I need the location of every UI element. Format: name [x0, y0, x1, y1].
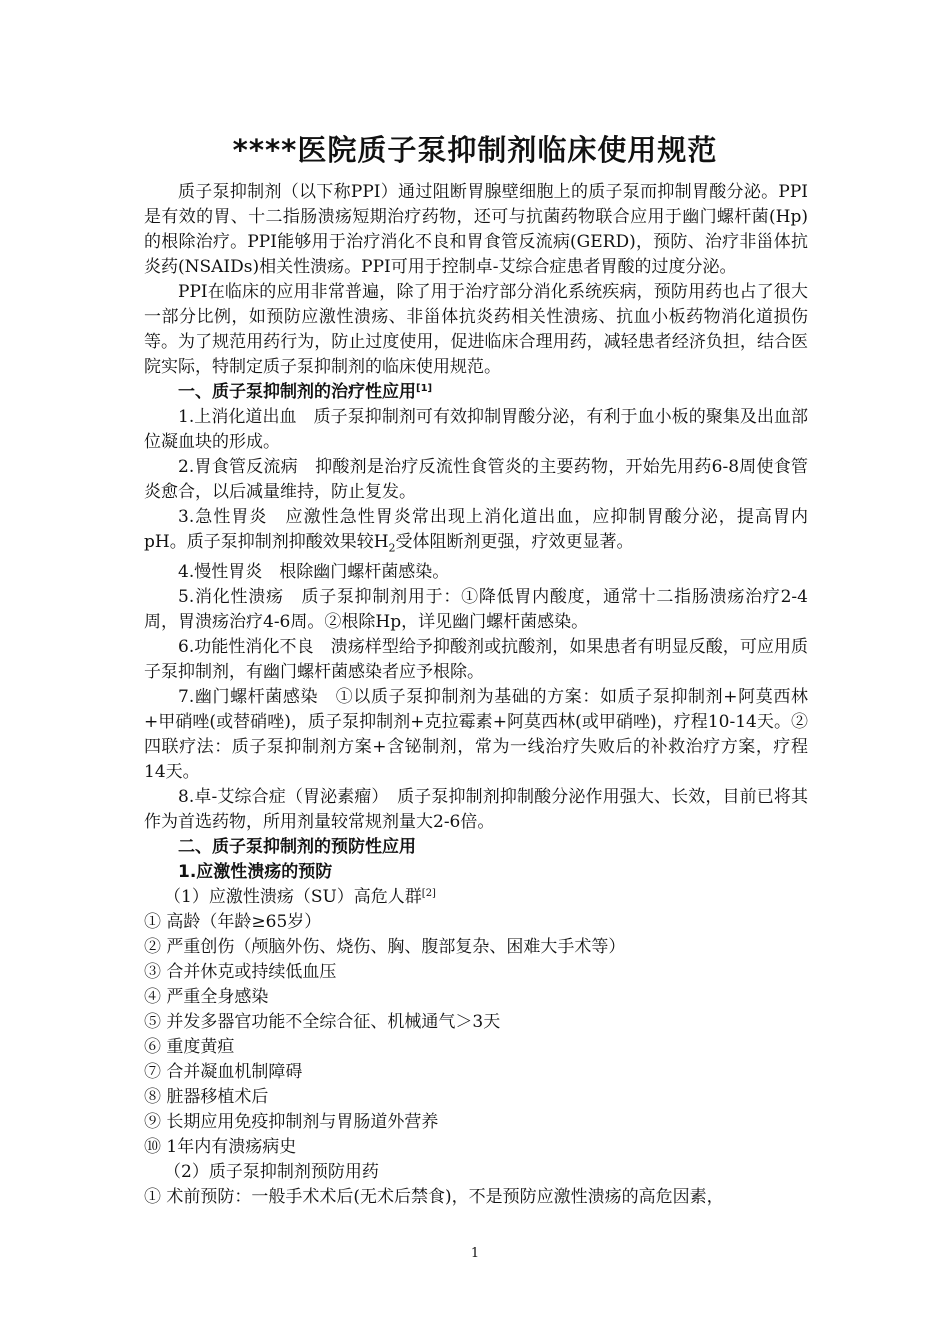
therapy-item-2: 2.胃食管反流病 抑酸剂是治疗反流性食管炎的主要药物，开始先用药6-8周使食管炎愈合，以后减量维持，防止复发。: [144, 457, 808, 502]
risk-group-heading: [144, 885, 808, 910]
section-1-reference: [1]: [416, 383, 433, 394]
section-1-heading: [144, 380, 808, 405]
intro-paragraph-1: 质子泵抑制剂（以下称PPI）通过阻断胃腺壁细胞上的质子泵而抑制胃酸分泌。PPI是有效的胃、十二指肠溃疡短期治疗药物，还可与抗菌药物联合应用于幽门螺杆菌(Hp)的根除治疗。PPI能够用于治疗消化不良和胃食管反流病(GERD)，预防、治疗非甾体抗炎药(NSAIDs)相关性溃疡。PPI可用于控制卓-艾综合症患者胃酸的过度分泌。: [144, 182, 808, 277]
risk-item: ⑨ 长期应用免疫抑制剂与胃肠道外营养: [144, 1112, 439, 1133]
prevention-item-1: ① 术前预防：一般手术术后(无术后禁食)，不是预防应激性溃疡的高危因素，: [144, 1187, 724, 1208]
risk-item: ⑩ 1年内有溃疡病史: [144, 1137, 297, 1158]
risk-group-reference: [2]: [421, 888, 436, 900]
prevention-heading: （2）质子泵抑制剂预防用药: [164, 1162, 379, 1183]
risk-item: ① 高龄（年龄≥65岁）: [144, 912, 322, 933]
document-title: ****医院质子泵抑制剂临床使用规范: [232, 133, 718, 167]
risk-item: ⑤ 并发多器官功能不全综合征、机械通气＞3天: [144, 1012, 501, 1033]
subsection-1-heading: 1.应激性溃疡的预防: [178, 862, 333, 883]
therapy-item-4: 4.慢性胃炎 根除幽门螺杆菌感染。: [178, 562, 450, 583]
section-2-heading: 二、质子泵抑制剂的预防性应用: [178, 837, 416, 858]
risk-item: ⑧ 脏器移植术后: [144, 1087, 269, 1108]
risk-item: ③ 合并休克或持续低血压: [144, 962, 337, 983]
therapy-item-5: 5.消化性溃疡 质子泵抑制剂用于：①降低胃内酸度，通常十二指肠溃疡治疗2-4周，胃溃疡治疗4-6周。②根除Hp，详见幽门螺杆菌感染。: [144, 587, 808, 633]
risk-item: ② 严重创伤（颅脑外伤、烧伤、胸、腹部复杂、困难大手术等）: [144, 937, 626, 958]
therapy-item-3-text-a: 3.急性胃炎 应激性急性胃炎常出现上消化道出血，应抑制胃酸分泌，提高胃内pH。质子泵抑制剂抑酸效果较H: [144, 507, 808, 552]
document-body: [144, 180, 808, 1210]
risk-group-title: （1）应激性溃疡（SU）高危人群: [164, 887, 422, 908]
therapy-item-3-text-b: 受体阻断剂更强，疗效更显著。: [395, 532, 634, 552]
section-1-title: 一、质子泵抑制剂的治疗性应用: [178, 382, 416, 402]
intro-paragraph-2: PPI在临床的应用非常普遍，除了用于治疗部分消化系统疾病，预防用药也占了很大一部分比例，如预防应激性溃疡、非甾体抗炎药相关性溃疡、抗血小板药物消化道损伤等。为了规范用药行为，防止过度使用，促进临床合理用药，减轻患者经济负担，结合医院实际，特制定质子泵抑制剂的临床使用规范。: [144, 282, 808, 377]
risk-item: ⑥ 重度黄疸: [144, 1037, 235, 1058]
therapy-item-3: [144, 505, 808, 560]
therapy-item-7: 7.幽门螺杆菌感染 ①以质子泵抑制剂为基础的方案：如质子泵抑制剂+阿莫西林+甲硝唑(或替硝唑)，质子泵抑制剂+克拉霉素+阿莫西林(或甲硝唑)，疗程10-14天。②四联疗法：质子泵抑制剂方案+含铋制剂，常为一线治疗失败后的补救治疗方案，疗程14天。: [144, 687, 808, 783]
page-number: 1: [470, 1246, 480, 1261]
therapy-item-8: 8.卓-艾综合症（胃泌素瘤） 质子泵抑制剂抑制酸分泌作用强大、长效，目前已将其作为首选药物，所用剂量较常规剂量大2-6倍。: [144, 787, 808, 833]
risk-item: ⑦ 合并凝血机制障碍: [144, 1062, 303, 1083]
therapy-item-6: 6.功能性消化不良 溃疡样型给予抑酸剂或抗酸剂，如果患者有明显反酸，可应用质子泵抑制剂，有幽门螺杆菌感染者应予根除。: [144, 637, 808, 683]
risk-item: ④ 严重全身感染: [144, 987, 269, 1008]
therapy-item-1: 1.上消化道出血 质子泵抑制剂可有效抑制胃酸分泌，有利于血小板的聚集及出血部位凝血块的形成。: [144, 407, 808, 452]
therapy-item-3-subscript: 2: [388, 541, 396, 555]
